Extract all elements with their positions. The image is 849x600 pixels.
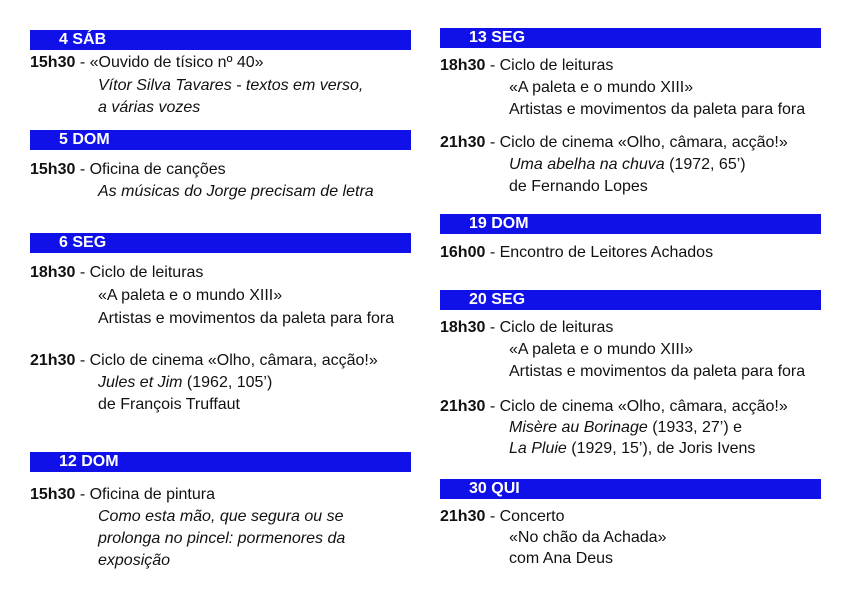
event-detail: prolonga no pincel: pormenores da: [98, 530, 346, 547]
event-title: Ciclo de cinema «Olho, câmara, acção!»: [499, 134, 788, 151]
event-line: [440, 132, 788, 154]
event-separator: -: [75, 352, 90, 369]
event-separator: -: [75, 161, 90, 178]
film-title: La Pluie: [509, 440, 567, 457]
event-line: [440, 55, 613, 77]
day-header-30-qui: 30 QUI: [440, 479, 821, 499]
event-detail: «A paleta e o mundo XIII»: [98, 287, 283, 304]
event-detail: Artistas e movimentos da paleta para fora: [509, 363, 806, 380]
event-detail: de Fernando Lopes: [509, 178, 648, 195]
event-time: 15h30: [30, 161, 76, 178]
event-line: [30, 350, 378, 372]
event-separator: -: [485, 508, 500, 525]
event-detail: Vítor Silva Tavares - textos em verso,: [98, 77, 364, 94]
event-time: 15h30: [30, 486, 76, 503]
day-header-5-dom: 5 DOM: [30, 130, 411, 150]
event-detail: [509, 417, 742, 439]
event-detail: [98, 372, 272, 394]
film-title: Jules et Jim: [98, 374, 183, 391]
day-header-13-seg: 13 SEG: [440, 28, 821, 48]
event-separator: -: [75, 54, 90, 71]
event-title: Ciclo de leituras: [499, 319, 614, 336]
event-time: 18h30: [440, 57, 486, 74]
day-header-20-seg: 20 SEG: [440, 290, 821, 310]
film-info: (1933, 27’) e: [647, 419, 743, 436]
event-separator: -: [485, 244, 500, 261]
day-header-4-sab: 4 SÁB: [30, 30, 411, 50]
event-time: 16h00: [440, 244, 486, 261]
event-title: «Ouvido de tísico nº 40»: [89, 54, 264, 71]
event-title: Oficina de canções: [89, 161, 226, 178]
event-detail: exposição: [98, 552, 171, 569]
event-title: Ciclo de leituras: [89, 264, 204, 281]
event-separator: -: [485, 134, 500, 151]
event-line: [30, 52, 264, 74]
event-detail: [509, 438, 755, 460]
event-line: [440, 506, 565, 528]
event-title: Encontro de Leitores Achados: [499, 244, 714, 261]
event-line: [30, 262, 203, 284]
day-header-19-dom: 19 DOM: [440, 214, 821, 234]
event-title: Ciclo de cinema «Olho, câmara, acção!»: [499, 398, 788, 415]
event-detail: «A paleta e o mundo XIII»: [509, 79, 694, 96]
event-detail: [509, 154, 746, 176]
event-detail: a várias vozes: [98, 99, 201, 116]
event-title: Oficina de pintura: [89, 486, 215, 503]
event-line: [440, 242, 713, 264]
event-time: 21h30: [440, 134, 486, 151]
event-detail: com Ana Deus: [509, 550, 614, 567]
event-title: Ciclo de cinema «Olho, câmara, acção!»: [89, 352, 378, 369]
event-separator: -: [485, 319, 500, 336]
event-line: [30, 159, 226, 181]
event-time: 21h30: [440, 508, 486, 525]
event-detail: «No chão da Achada»: [509, 529, 667, 546]
event-separator: -: [485, 398, 500, 415]
event-time: 18h30: [440, 319, 486, 336]
film-info: (1972, 65’): [664, 156, 746, 173]
event-title: Ciclo de leituras: [499, 57, 614, 74]
event-time: 21h30: [30, 352, 76, 369]
event-time: 15h30: [30, 54, 76, 71]
event-separator: -: [75, 486, 90, 503]
event-detail: Como esta mão, que segura ou se: [98, 508, 344, 525]
event-detail: «A paleta e o mundo XIII»: [509, 341, 694, 358]
event-time: 21h30: [440, 398, 486, 415]
film-title: Misère au Borinage: [509, 419, 648, 436]
event-separator: -: [485, 57, 500, 74]
event-time: 18h30: [30, 264, 76, 281]
day-header-12-dom: 12 DOM: [30, 452, 411, 472]
film-info: (1962, 105’): [182, 374, 273, 391]
event-title: Concerto: [499, 508, 565, 525]
event-line: [30, 484, 215, 506]
film-title: Uma abelha na chuva: [509, 156, 665, 173]
event-detail: de François Truffaut: [98, 396, 240, 413]
event-detail: As músicas do Jorge precisam de letra: [98, 183, 374, 200]
event-separator: -: [75, 264, 90, 281]
event-detail: Artistas e movimentos da paleta para fora: [509, 101, 806, 118]
event-line: [440, 396, 788, 418]
film-info: (1929, 15’), de Joris Ivens: [566, 440, 756, 457]
event-detail: Artistas e movimentos da paleta para fora: [98, 310, 395, 327]
day-header-6-seg: 6 SEG: [30, 233, 411, 253]
event-line: [440, 317, 613, 339]
